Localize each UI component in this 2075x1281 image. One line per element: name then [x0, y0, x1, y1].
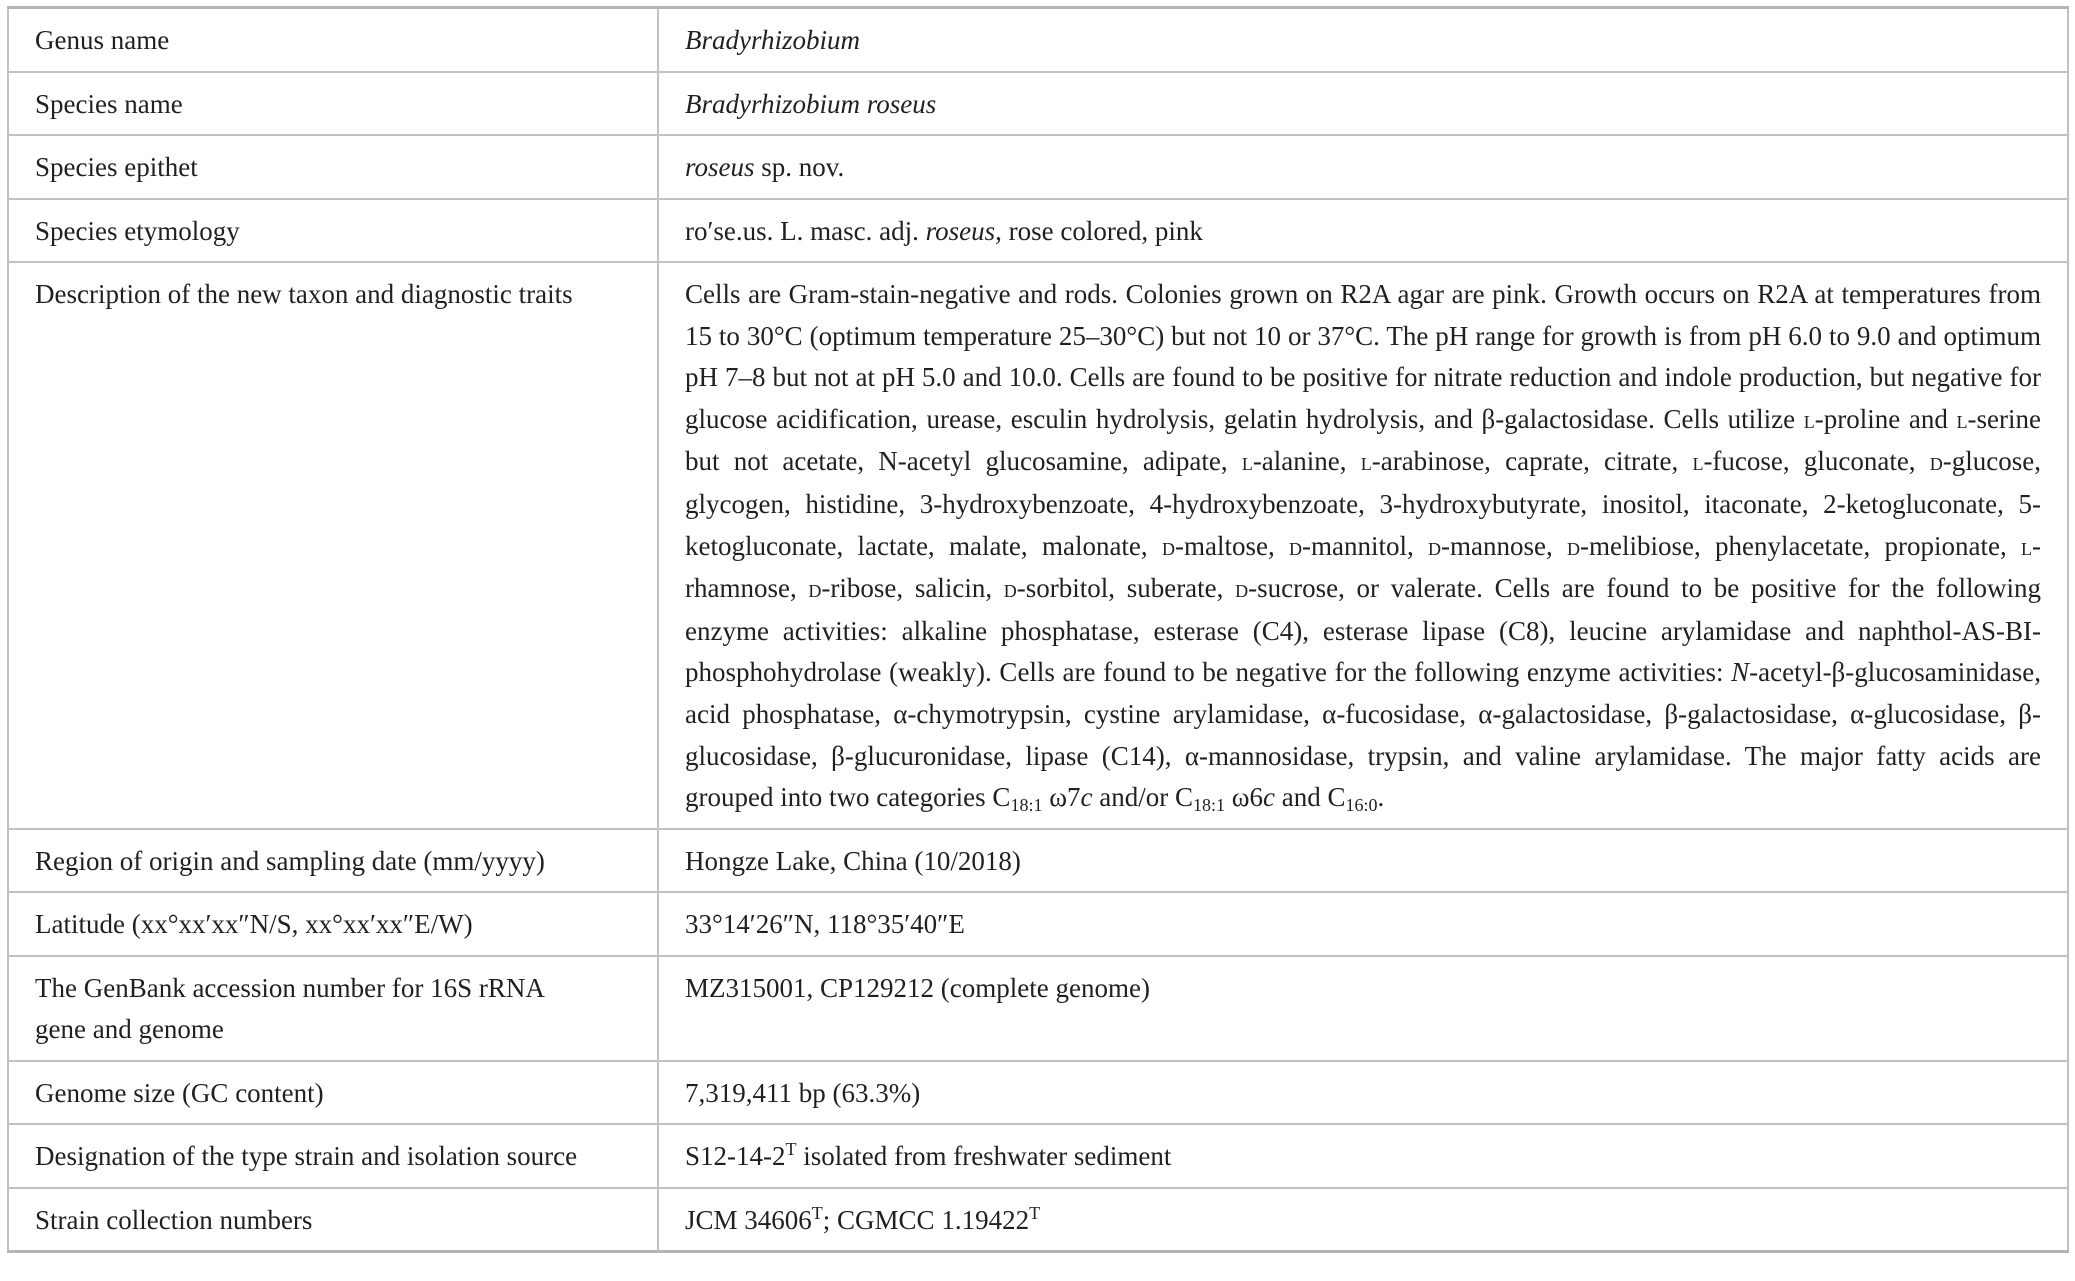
row-value: [658, 199, 2068, 263]
type-strain-superscript: T: [785, 1139, 797, 1160]
description-text: -mannose,: [1441, 530, 1568, 561]
stereo-prefix: d: [1161, 533, 1175, 561]
species-description-table: [7, 6, 2069, 1253]
subscript: 16:0: [1345, 795, 1378, 816]
row-value: [658, 1124, 2068, 1188]
stereo-prefix: l: [1360, 449, 1372, 477]
type-strain-superscript: T: [811, 1202, 823, 1223]
description-text: -ribose, salicin,: [821, 573, 1004, 604]
table-row: [8, 829, 2068, 893]
description-text: and C: [1275, 782, 1346, 813]
description-text: -serine but not acetate, N-acetyl glucosamine, adipate,: [685, 403, 2041, 477]
table-row: [8, 956, 2068, 1061]
collection-number: ; CGMCC 1.19422: [822, 1204, 1030, 1235]
row-value: MZ315001, CP129212 (complete genome): [658, 956, 2068, 1061]
description-text: -fucose, gluconate,: [1703, 446, 1930, 477]
stereo-prefix: l: [2021, 533, 2032, 561]
row-label: Description of the new taxon and diagnostic traits: [8, 262, 658, 829]
table-row: [8, 262, 2068, 829]
row-label: Latitude (xx°xx′xx″N/S, xx°xx′xx″E/W): [8, 892, 658, 956]
row-value: [658, 72, 2068, 136]
italic-c: c: [1080, 782, 1093, 813]
genus-name-value: Bradyrhizobium: [685, 25, 861, 55]
table-row: [8, 1188, 2068, 1252]
species-epithet-italic: roseus: [685, 152, 755, 182]
row-label: Genus name: [8, 8, 658, 72]
description-text: ω6: [1224, 782, 1264, 813]
stereo-prefix: d: [1288, 533, 1302, 561]
table-row: [8, 135, 2068, 199]
description-text: -glucose, glycogen, histidine, 3-hydroxybenzoate, 4-hydroxybenzoate, 3-hydroxybutyrate, inositol, itaconate, 2-ketogluconate, 5-ketogluconate, lactate, malate, malonate,: [685, 446, 2041, 561]
type-strain-id: S12-14-2: [685, 1141, 786, 1172]
description-text: .: [1377, 782, 1385, 813]
stereo-prefix: d: [1428, 533, 1442, 561]
description-text: -proline and: [1814, 403, 1957, 434]
etymology-pre: ro′se.us. L. masc. adj.: [685, 215, 926, 246]
taxon-description: [658, 262, 2068, 829]
row-value: [658, 135, 2068, 199]
row-value: [658, 8, 2068, 72]
description-text: and/or C: [1092, 782, 1193, 813]
stereo-prefix: d: [1003, 576, 1017, 604]
etymology-italic: roseus: [925, 215, 996, 246]
description-text: -sucrose, or valerate. Cells are found to be positive for the following enzyme activities: alkaline phosphatase, esterase (C4), esterase lipase (C8), leucine arylamidase and naphthol-AS-BI-phosphohydrolase (weakly). Cells are found to be negative for the following enzyme activities:: [685, 573, 2041, 688]
row-label: The GenBank accession number for 16S rRNA gene and genome: [8, 956, 658, 1061]
row-value: [658, 1188, 2068, 1252]
table-row: [8, 1124, 2068, 1188]
description-text: -acetyl-β-glucosaminidase, acid phosphatase, α-chymotrypsin, cystine arylamidase, α-fucosidase, α-galactosidase, β-galactosidase, α-glucosidase, β-glucosidase, β-glucuronidase, lipase (C14), α-mannosidase, trypsin, and valine arylamidase. The major fatty acids are grouped into two categories C: [685, 657, 2041, 813]
row-value: Hongze Lake, China (10/2018): [658, 829, 2068, 893]
stereo-prefix: l: [1692, 449, 1704, 477]
description-text: ω7: [1042, 782, 1081, 813]
row-label: Species name: [8, 72, 658, 136]
description-text: -alanine,: [1252, 446, 1361, 477]
species-epithet-rest: sp. nov.: [754, 152, 845, 182]
row-value: 7,319,411 bp (63.3%): [658, 1061, 2068, 1125]
row-value: 33°14′26″N, 118°35′40″E: [658, 892, 2068, 956]
description-text: -maltose,: [1174, 530, 1289, 561]
italic-n: N: [1731, 657, 1750, 688]
stereo-prefix: d: [1929, 449, 1943, 477]
etymology-rest: , rose colored, pink: [995, 215, 1203, 246]
type-strain-superscript: T: [1029, 1202, 1041, 1223]
table-row: [8, 892, 2068, 956]
row-label: Genome size (GC content): [8, 1061, 658, 1125]
stereo-prefix: d: [1567, 533, 1581, 561]
row-label: Species epithet: [8, 135, 658, 199]
table-row: [8, 8, 2068, 72]
description-text: -melibiose, phenylacetate, propionate,: [1580, 530, 2021, 561]
table-row: [8, 199, 2068, 263]
table-row: [8, 1061, 2068, 1125]
description-text: -mannitol,: [1301, 530, 1429, 561]
italic-c: c: [1263, 782, 1275, 813]
stereo-prefix: d: [808, 576, 822, 604]
row-label: Designation of the type strain and isolation source: [8, 1124, 658, 1188]
species-name-value: Bradyrhizobium roseus: [685, 88, 937, 119]
stereo-prefix: l: [1803, 406, 1815, 434]
row-label: Strain collection numbers: [8, 1188, 658, 1252]
row-label: Region of origin and sampling date (mm/yyyy): [8, 829, 658, 893]
species-description-table-wrapper: [7, 6, 2067, 1253]
stereo-prefix: d: [1235, 576, 1249, 604]
description-text: Cells are Gram-stain-negative and rods. Colonies grown on R2A agar are pink. Growth occurs on R2A at temperatures from 15 to 30°C (optimum temperature 25–30°C) but not 10 or 37°C. The pH range for growth is from pH 6.0 to 9.0 and optimum pH 7–8 but not at pH 5.0 and 10.0. Cells are found to be positive for nitrate reduction and indole production, but negative for glucose acidification, urease, esculin hydrolysis, gelatin hydrolysis, and β-galactosidase. Cells utilize: [685, 279, 2041, 434]
row-label: Species etymology: [8, 199, 658, 263]
subscript: 18:1: [1010, 795, 1043, 816]
stereo-prefix: l: [1956, 406, 1968, 434]
isolation-source: isolated from freshwater sediment: [796, 1141, 1172, 1172]
description-text: -arabinose, caprate, citrate,: [1371, 446, 1693, 477]
subscript: 18:1: [1192, 795, 1225, 816]
stereo-prefix: l: [1241, 449, 1253, 477]
collection-number: JCM 34606: [685, 1204, 812, 1235]
table-row: [8, 72, 2068, 136]
description-text: -rhamnose,: [685, 530, 2041, 604]
description-text: -sorbitol, suberate,: [1016, 573, 1236, 604]
